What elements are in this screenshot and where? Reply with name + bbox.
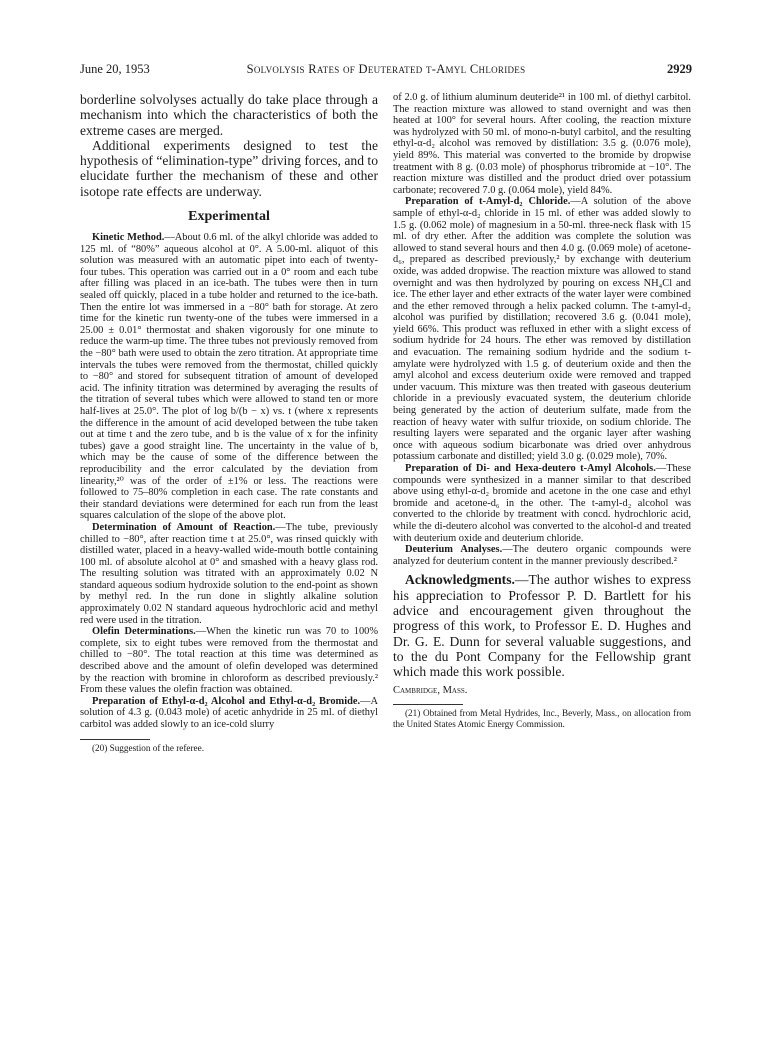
affiliation-place: Cambridge, Mass. [393, 685, 468, 697]
body-paragraph: Additional experiments designed to test the hypothesis of “elimination-type” driving forces, and to elucidate further the mechanism of these and other isotope rate effects are underway. [80, 137, 378, 199]
run-in-heading: Acknowledgments. [405, 572, 515, 588]
paragraph-text: —These compounds were synthesized in a manner similar to that described above using ethyl-α-d₂ bromide and acetone in the one case and ethyl bromide and acetone-d₆ in the other. The t-amyl-d₂ alcohol was converted to the chloride by treatment with concd. hydrochloric acid, while the di-deutero alcohol was converted to the alcohol-d and treated with deuterium oxide and deuterium chloride. [393, 463, 691, 544]
run-in-heading: Determination of Amount of Reaction. [92, 521, 276, 533]
page-number: 2929 [667, 62, 692, 76]
analyses-paragraph [393, 544, 691, 567]
footnote: (21) Obtained from Metal Hydrides, Inc., Beverly, Mass., on allocation from the United States Atomic Energy Commission. [393, 708, 691, 730]
body-paragraph: borderline solvolyses actually do take place through a mechanism into which the characteristics of both the extreme cases are merged. [80, 92, 378, 138]
preparation-paragraph [393, 463, 691, 544]
run-in-heading: Olefin Determinations. [92, 626, 196, 638]
paragraph-text: —The author wishes to express his appreciation to Professor P. D. Bartlett for his advice and encouragement given throughout the progress of this work, to Professor E. D. Hughes and Dr. G. E. Dunn for several valuable suggestions, and to the du Pont Company for the Fellowship grant which made this work possible. [393, 572, 691, 680]
reaction-paragraph [80, 522, 378, 626]
footnote-rule [80, 739, 150, 740]
olefin-paragraph [80, 626, 378, 696]
run-in-heading: Preparation of t-Amyl-d₂ Chloride. [405, 196, 571, 208]
paragraph-text: —The deutero organic compounds were analyzed for deuterium content in the manner previously described.² [393, 544, 691, 567]
running-header [80, 62, 692, 78]
acknowledgments-paragraph [393, 572, 691, 679]
footnote-rule [393, 704, 463, 705]
kinetic-method-paragraph [80, 232, 378, 522]
section-heading: Experimental [188, 209, 270, 225]
paragraph-text: —When the kinetic run was 70 to 100% complete, six to eight tubes were removed from the thermostat and chilled to −80°. The total reaction at this time was determined as described above and the amount of olefin developed was determined by the reaction with bromine in chloroform as described previously.² From these values the olefin fraction was obtained. [80, 626, 378, 696]
preparation-paragraph [80, 696, 378, 731]
continued-paragraph: of 2.0 g. of lithium aluminum deuteride²¹ in 100 ml. of diethyl carbitol. The reaction mixture was allowed to stand overnight and was then heated at 100° for several hours. After cooling, the reaction mixture was hydrolyzed with 50 ml. of mono-n-butyl carbitol, and the resulting ethyl-α-d₂ alcohol was removed by distillation: 3.5 g. (0.076 mole), yield 89%. This material was converted to the bromide by dropwise treatment with 8 g. (0.03 mole) of phosphorus tribromide at −10°. The reaction mixture was distilled and the product dried over potassium carbonate; recovered 7.0 g. (0.064 mole), yield 84%. [393, 92, 691, 196]
issue-date: June 20, 1953 [80, 62, 150, 76]
paragraph-text: —A solution of 4.3 g. (0.043 mole) of acetic anhydride in 25 ml. of diethyl carbitol was added slowly to an ice-cold slurry [80, 695, 378, 731]
right-column [393, 92, 691, 730]
left-column [80, 92, 378, 754]
paragraph-text: —The tube, previously chilled to −80°, after reaction time t at 25.0°, was rinsed quickly with distilled water, placed in a heavy-walled wide-mouth bottle containing 100 ml. of absolute alcohol at 0° and smashed with a heavy glass rod. The resulting solution was titrated with an approximately 0.02 N standard aqueous sodium hydroxide solution to the end-point as shown by methyl red. In the run done in slightly alkaline solution approximately 0.02 N standard aqueous hydrochloric acid and methyl red were used in the titration. [80, 521, 378, 626]
run-in-heading: Preparation of Di- and Hexa-deutero t-Amyl Alcohols. [405, 463, 656, 474]
footnote: (20) Suggestion of the referee. [92, 742, 204, 753]
running-title: Solvolysis Rates of Deuterated t-Amyl Chlorides [246, 62, 526, 76]
paragraph-text: —About 0.6 ml. of the alkyl chloride was added to 125 ml. of “80%” aqueous alcohol at 0°. A 5.00-ml. aliquot of this solution was measured with an automatic pipet into each of twenty-four tubes. This operation was carried out in a 0° room and each tube after filling was placed in an ice-bath. The tubes were then in turn sealed off quickly, placed in a tube holder and returned to the ice-bath. Then the entire lot was immersed in a −80° bath for storage. At zero time for the kinetic run twenty-one of the tubes were immersed in a 25.00 ± 0.01° thermostat and shaken vigorously for one minute to reduce the warm-up time. The three tubes not previously removed from the −80° bath were used to obtain the zero titration. At appropriate time intervals the tubes were removed from the thermostat, chilled quickly to −80° and stored for subsequent titration of amount of developed acid. The infinity titration was determined by averaging the results of the titration of several tubes which were allowed to stand ten or more half-lives at 25.0°. The plot of log b/(b − x) vs. t (where x represents the difference in the amount of acid developed between the tube taken out at time t and the zero tube, and b is the value of x for the infinity tubes) gave a good straight line. The uncertainty in the value of b, which may be the cause of some of the difference between the reproducibility and the error calculated by the deviation from linearity,²⁰ was of the order of ±1% or less. The reactions were followed to 75–80% completion in each case. The rate constants and their standard deviations were determined for each run from the least squares calculation of the slope of the above plot. [80, 232, 378, 522]
preparation-paragraph [393, 196, 691, 463]
run-in-heading: Preparation of Ethyl-α-d₂ Alcohol and Ethyl-α-d₂ Bromide. [92, 695, 361, 707]
run-in-heading: Deuterium Analyses. [405, 544, 503, 556]
paragraph-text: —A solution of the above sample of ethyl-α-d₂ chloride in 15 ml. of ether was added slowly to 1.5 g. (0.062 mole) of magnesium in a 50-ml. three-neck flask with 15 ml. of dry ether. After the addition was complete the solution was allowed to stand several hours and then 4.0 g. (0.069 mole) of acetone-d₆, prepared as described previously,² by exchange with deuterium oxide, was added dropwise. The reaction mixture was allowed to stand overnight and was then hydrolyzed by pouring on excess NH₄Cl and ice. The ether layer and ether extracts of the water layer were combined and the ether removed through a helix packed column. The t-amyl-d₂ alcohol was purified by distillation; recovered 3.6 g. (0.041 mole), yield 66%. This product was refluxed in ether with a slight excess of sodium hydride for 24 hours. The ether was removed by distillation and evacuation. The remaining sodium hydride and the sodium t-amylate were hydrolyzed with 1.5 g. of deuterium oxide and then the amyl alcohol and excess deuterium oxide were removed and trapped under vacuum. This mixture was then treated with gaseous deuterium chloride in a previously evacuated system, the deuterium chloride being generated by the action of deuterium sulfate, made from the reaction of heavy water with sulfur trioxide, on sodium chloride. The resulting layers were separated and the organic layer after washing once with aqueous sodium bicarbonate was dried over anhydrous potassium carbonate and distilled; yield 3.0 g. (0.029 mole), 70%. [393, 196, 691, 463]
run-in-heading: Kinetic Method. [92, 232, 165, 244]
